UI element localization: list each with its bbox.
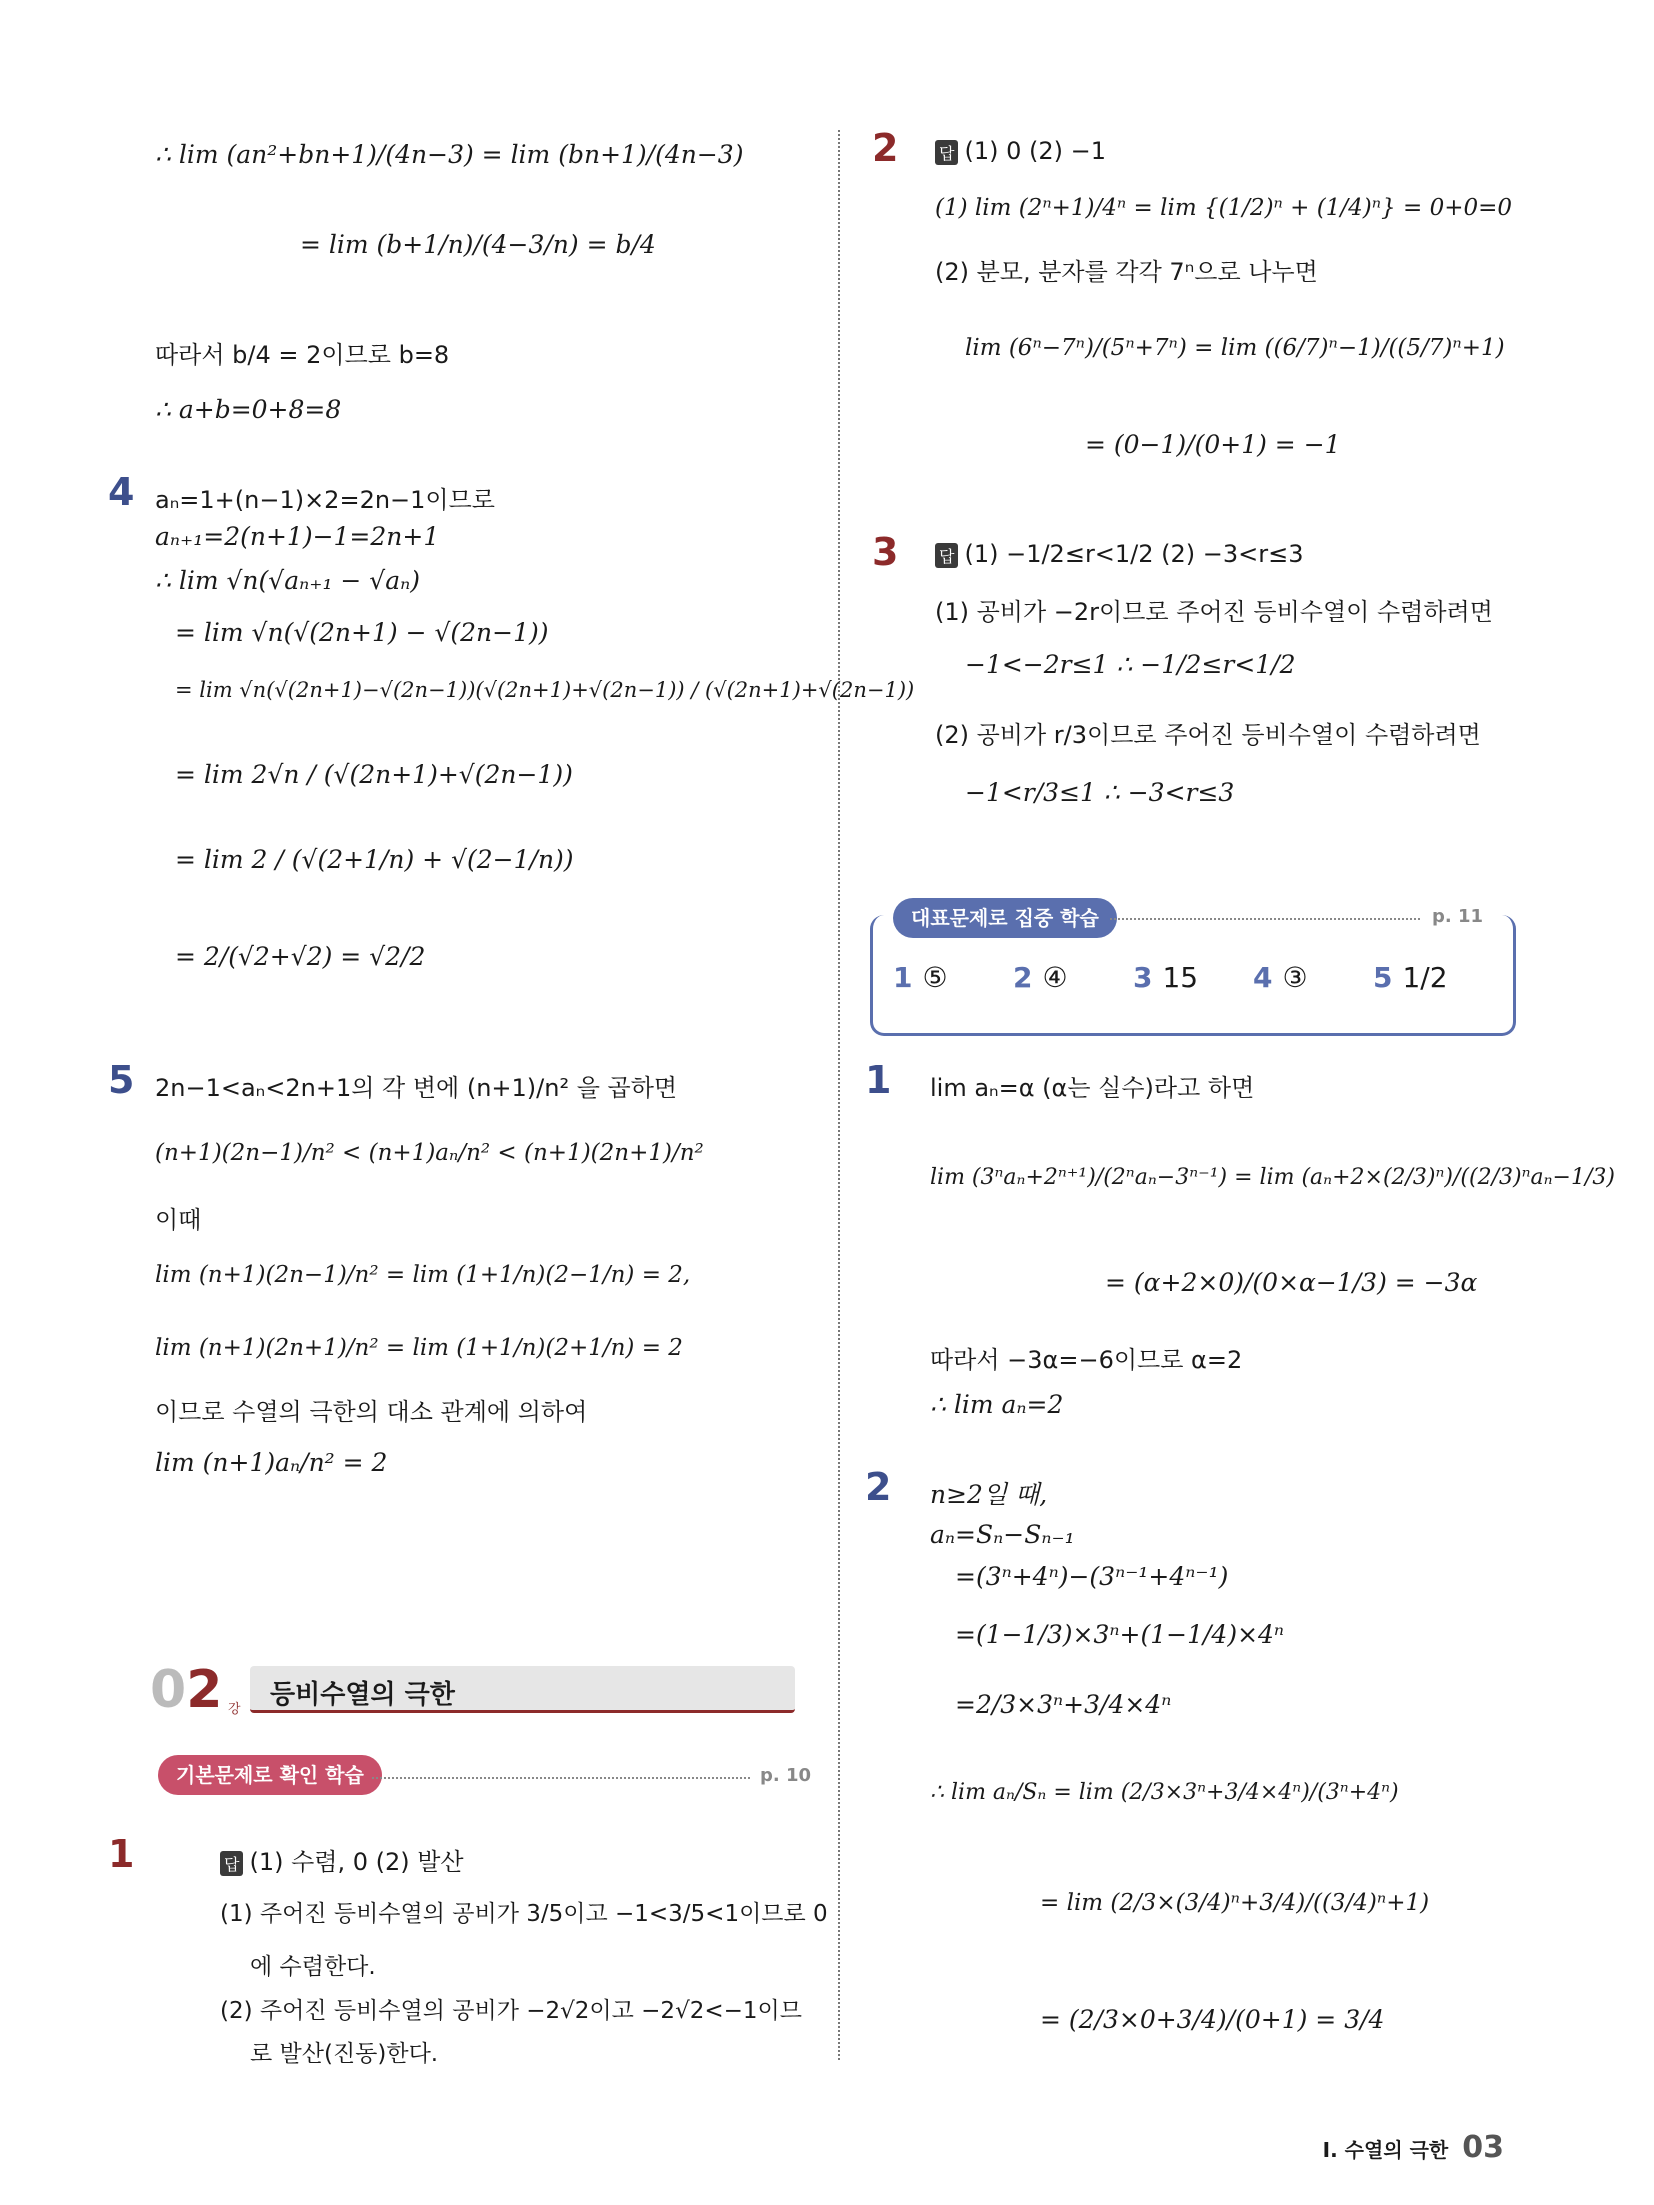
page-ref: p. 11 [1432, 906, 1484, 927]
summary-value: 1/2 [1402, 961, 1448, 994]
r2-line-6: ∴ lim aₙ/Sₙ = lim (2/3×3ⁿ+3/4×4ⁿ)/(3ⁿ+4ⁿ) [930, 1780, 1399, 1805]
r1-line-4: 따라서 −3α=−6이므로 α=2 [930, 1346, 1243, 1374]
r1-line-1: lim aₙ=α (α는 실수)라고 하면 [930, 1074, 1255, 1102]
p5-line-1: 2n−1<aₙ<2n+1의 각 변에 (n+1)/n² 을 곱하면 [155, 1074, 678, 1102]
r2-line-8: = (2/3×0+3/4)/(0+1) = 3/4 [1040, 2005, 1385, 2034]
p4-line-7: = lim 2 / (√(2+1/n) + √(2−1/n)) [175, 845, 574, 874]
summary-key: 3 [1133, 961, 1153, 994]
section-title-bar [250, 1666, 795, 1713]
section-number [150, 1660, 222, 1720]
summary-value: ⑤ [922, 961, 948, 994]
page-ref: p. 10 [760, 1765, 812, 1786]
summary-value: ③ [1282, 961, 1308, 994]
chapter-title: I. 수열의 극한 [1322, 2138, 1449, 2162]
b2-line-2: (2) 분모, 분자를 각각 7ⁿ으로 나누면 [935, 258, 1318, 286]
problem-number: 5 [108, 1058, 135, 1102]
b3-line-4: −1<r/3≤1 ∴ −3<r≤3 [965, 778, 1235, 807]
b3-line-1: (1) 공비가 −2r이므로 주어진 등비수열이 수렴하려면 [935, 598, 1493, 626]
r1-line-2: lim (3ⁿaₙ+2ⁿ⁺¹)/(2ⁿaₙ−3ⁿ⁻¹) = lim (aₙ+2×(2/3)ⁿ)/((2/3)ⁿaₙ−1/3) [930, 1165, 1615, 1190]
summary-item [1253, 961, 1308, 994]
p5-line-4: lim (n+1)(2n−1)/n² = lim (1+1/n)(2−1/n) = 2, [155, 1262, 691, 1288]
p3-line-1: ∴ lim (an²+bn+1)/(4n−3) = lim (bn+1)/(4n−3) [155, 140, 744, 169]
summary-key: 4 [1253, 961, 1273, 994]
answer-tag: 답 [935, 140, 958, 165]
summary-item [893, 961, 948, 994]
page-number: 03 [1462, 2130, 1504, 2165]
p5-line-2: (n+1)(2n−1)/n² < (n+1)aₙ/n² < (n+1)(2n+1)/n² [155, 1140, 704, 1166]
answer-text: (1) 수렴, 0 (2) 발산 [249, 1848, 464, 1876]
summary-item [1013, 961, 1068, 994]
problem-number: 3 [872, 530, 899, 574]
r1-line-5: ∴ lim aₙ=2 [930, 1390, 1064, 1419]
answer-text: (1) −1/2≤r<1/2 (2) −3<r≤3 [964, 540, 1304, 568]
p4-line-8: = 2/(√2+√2) = √2/2 [175, 942, 426, 971]
summary-key: 1 [893, 961, 913, 994]
representative-problem-label: 대표문제로 집중 학습 [893, 898, 1117, 938]
summary-value: 15 [1162, 961, 1199, 994]
dotted-leader [372, 1777, 750, 1779]
r2-line-4: =(1−1/3)×3ⁿ+(1−1/4)×4ⁿ [955, 1620, 1285, 1649]
p3-line-2: = lim (b+1/n)/(4−3/n) = b/4 [300, 230, 656, 259]
answer-line [935, 540, 1304, 568]
p4-line-6: = lim 2√n / (√(2n+1)+√(2n−1)) [175, 760, 573, 789]
b3-line-3: (2) 공비가 r/3이므로 주어진 등비수열이 수렴하려면 [935, 721, 1481, 749]
answer-line [935, 137, 1106, 165]
summary-key: 2 [1013, 961, 1033, 994]
p4-line-2: aₙ₊₁=2(n+1)−1=2n+1 [155, 522, 440, 551]
p4-line-1: aₙ=1+(n−1)×2=2n−1이므로 [155, 486, 495, 514]
r2-line-7: = lim (2/3×(3/4)ⁿ+3/4)/((3/4)ⁿ+1) [1040, 1890, 1430, 1916]
p3-line-3: 따라서 b/4 = 2이므로 b=8 [155, 341, 450, 369]
b3-line-2: −1<−2r≤1 ∴ −1/2≤r<1/2 [965, 650, 1296, 679]
problem-number: 1 [108, 1832, 135, 1876]
b1-line-1: (1) 주어진 등비수열의 공비가 3/5이고 −1<3/5<1이므로 0 [220, 1901, 828, 1927]
basic-problem-label: 기본문제로 확인 학습 [158, 1755, 382, 1795]
answer-tag: 답 [220, 1851, 243, 1876]
summary-item [1373, 961, 1448, 994]
section-gang: 강 [228, 1702, 241, 1717]
r2-line-5: =2/3×3ⁿ+3/4×4ⁿ [955, 1690, 1172, 1719]
section-header [150, 1660, 800, 1720]
p3-line-4: ∴ a+b=0+8=8 [155, 395, 342, 424]
b1-line-3: (2) 주어진 등비수열의 공비가 −2√2이고 −2√2<−1이므 [220, 1998, 802, 2024]
section-title: 등비수열의 극한 [270, 1680, 455, 1710]
p5-line-5: lim (n+1)(2n+1)/n² = lim (1+1/n)(2+1/n) = 2 [155, 1335, 683, 1361]
problem-number: 4 [108, 470, 135, 514]
p4-line-4: = lim √n(√(2n+1) − √(2n−1)) [175, 618, 549, 647]
answer-tag: 답 [935, 543, 958, 568]
problem-number: 2 [865, 1465, 892, 1509]
problem-number: 2 [872, 126, 899, 170]
column-divider [838, 130, 840, 2060]
summary-item [1133, 961, 1198, 994]
b2-line-1: (1) lim (2ⁿ+1)/4ⁿ = lim {(1/2)ⁿ + (1/4)ⁿ} = 0+0=0 [935, 195, 1513, 221]
p4-line-5: = lim √n(√(2n+1)−√(2n−1))(√(2n+1)+√(2n−1)) / (√(2n+1)+√(2n−1)) [175, 678, 915, 702]
problem-number: 1 [865, 1058, 892, 1102]
b1-line-4: 로 발산(진동)한다. [250, 2041, 439, 2067]
page-footer [1323, 2130, 1504, 2165]
p5-line-6: 이므로 수열의 극한의 대소 관계에 의하여 [155, 1398, 588, 1426]
answer-line [220, 1842, 464, 1877]
p5-line-3: 이때 [155, 1206, 202, 1234]
p4-line-3: ∴ lim √n(√aₙ₊₁ − √aₙ) [155, 566, 421, 595]
p5-line-7: lim (n+1)aₙ/n² = 2 [155, 1448, 388, 1477]
summary-key: 5 [1373, 961, 1393, 994]
r2-line-2: aₙ=Sₙ−Sₙ₋₁ [930, 1520, 1075, 1549]
b1-line-2: 에 수렴한다. [250, 1954, 376, 1980]
b2-line-4: = (0−1)/(0+1) = −1 [1085, 430, 1341, 459]
r2-line-1: n≥2일 때, [930, 1480, 1048, 1509]
r2-line-3: =(3ⁿ+4ⁿ)−(3ⁿ⁻¹+4ⁿ⁻¹) [955, 1562, 1229, 1591]
section-number-a: 0 [150, 1660, 187, 1720]
summary-value: ④ [1042, 961, 1068, 994]
b2-line-3: lim (6ⁿ−7ⁿ)/(5ⁿ+7ⁿ) = lim ((6/7)ⁿ−1)/((5/7)ⁿ+1) [965, 335, 1505, 361]
section-number-b: 2 [186, 1660, 223, 1720]
dotted-leader [1110, 918, 1420, 920]
answer-text: (1) 0 (2) −1 [964, 137, 1106, 165]
r1-line-3: = (α+2×0)/(0×α−1/3) = −3α [1105, 1268, 1478, 1297]
